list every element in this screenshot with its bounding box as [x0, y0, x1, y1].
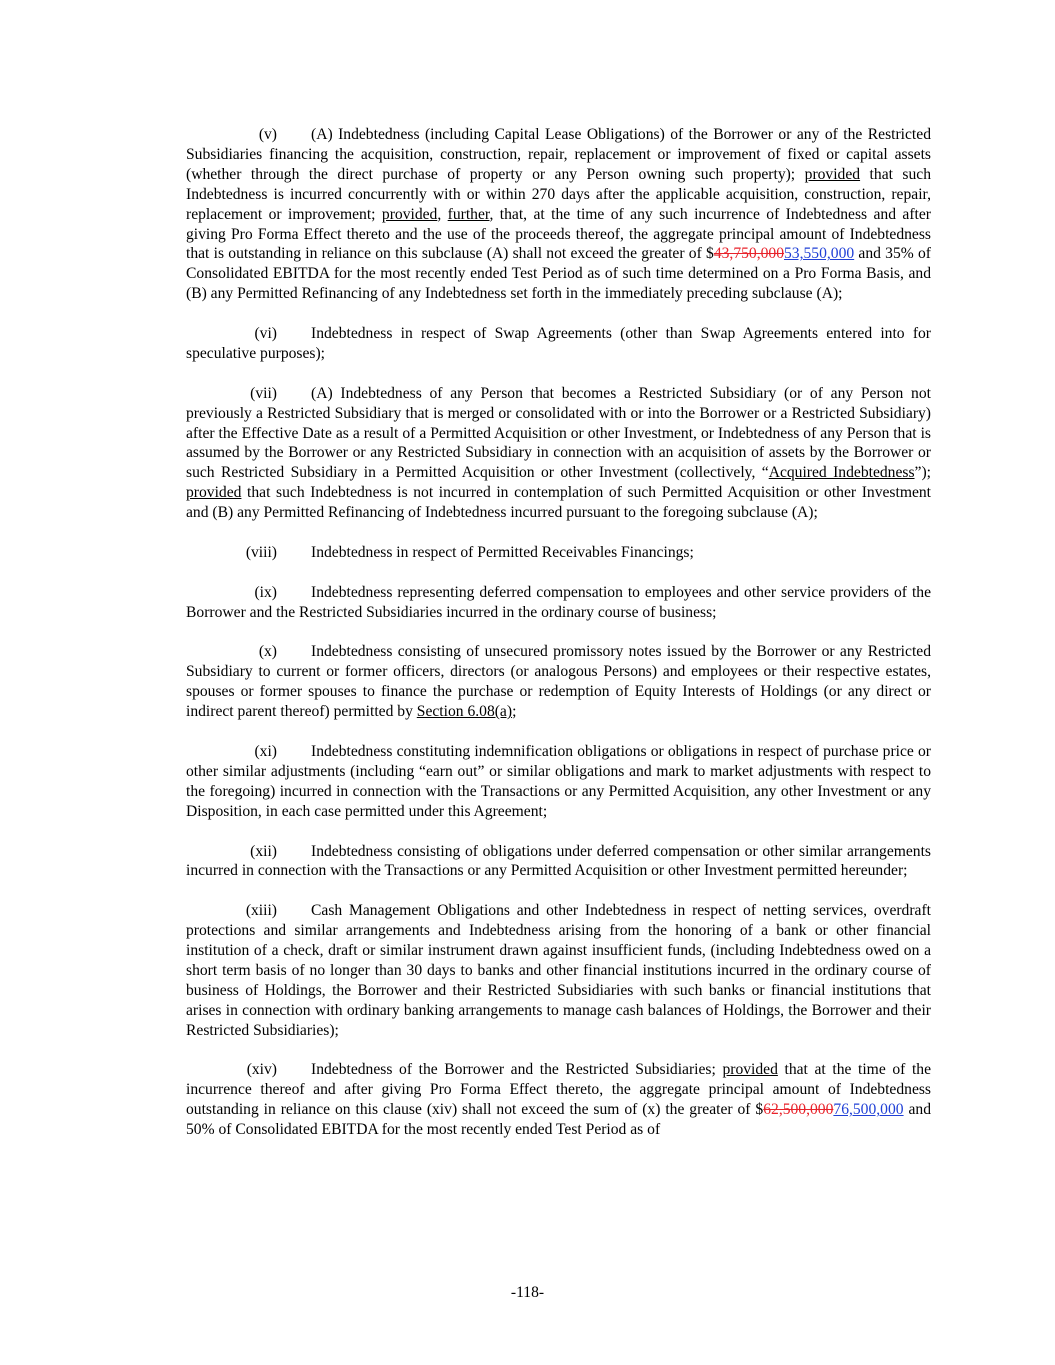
- clause-text: , that, at the time of any such incurrence of Indebtedness and after giving Pro Forma Effect thereto and the use of the proceeds thereof, the aggregate principal amount of Indebtedness that is outstanding in reliance on this subclause (A) shall not exceed the greater of $: [186, 205, 931, 263]
- deleted-text: 62,500,000: [763, 1101, 834, 1119]
- clause-text: Indebtedness in respect of Permitted Receivables Financings;: [311, 543, 694, 561]
- page-number: -118-: [510, 1284, 545, 1301]
- clause-text: ,: [437, 205, 448, 223]
- clause-text: and 35% of Consolidated EBITDA for the most recently ended Test Period as of such time determined on a Pro Forma Basis, and (B) any Permitted Refinancing of any Indebtedness set forth in the immediately preceding subclause (A);: [186, 245, 931, 303]
- clause-paragraph: [186, 742, 931, 822]
- underlined-term: provided: [381, 205, 438, 223]
- clause-paragraph: [186, 901, 931, 1040]
- underlined-term: provided: [722, 1061, 778, 1079]
- inserted-text[interactable]: 53,550,000: [784, 245, 855, 263]
- clause-paragraph: [186, 583, 931, 623]
- underlined-term: further: [447, 205, 490, 223]
- deleted-text: 43,750,000: [713, 245, 784, 263]
- clause-text: Indebtedness of the Borrower and the Restricted Subsidiaries;: [311, 1061, 723, 1079]
- clause-label: (vi): [254, 325, 277, 343]
- clause-paragraph: [186, 324, 931, 364]
- clause-label: (xi): [254, 743, 277, 760]
- underlined-term: Acquired Indebtedness: [768, 464, 915, 482]
- clause-label: (ix): [254, 583, 277, 601]
- clause-paragraph: [186, 543, 931, 563]
- clause-label: (xiii): [245, 902, 277, 920]
- clause-text: Indebtedness representing deferred compensation to employees and other service providers of the Borrower and the Restricted Subsidiaries incurred in the ordinary course of business;: [186, 583, 931, 621]
- clause-paragraph: [186, 642, 931, 722]
- underlined-term: provided: [186, 484, 242, 502]
- clause-label: (xiv): [246, 1061, 277, 1079]
- clause-text: Indebtedness consisting of obligations under deferred compensation or other similar arrangements incurred in connection with the Transactions or any Permitted Acquisition or other Investment permitted hereunder;: [186, 842, 931, 880]
- clause-text: ;: [512, 703, 517, 721]
- clause-text: ”);: [914, 464, 931, 482]
- inserted-text[interactable]: 76,500,000: [833, 1101, 904, 1119]
- document-body: [186, 125, 931, 1160]
- clause-text: (A) Indebtedness of any Person that becomes a Restricted Subsidiary (or of any Person not previously a Restricted Subsidiary that is merged or consolidated with or into the Borrower or a Restricted Subsidiary) after the Effective Date as a result of a Permitted Acquisition or other Investment, or Indebtedness of any Person that is assumed by the Borrower or any Restricted Subsidiary in connection with an acquisition of assets by the Borrower or such Restricted Subsidiary in a Permitted Acquisition or other Investment (collectively, “: [186, 384, 931, 482]
- clause-text: and 50% of Consolidated EBITDA for the most recently ended Test Period as of: [186, 1101, 931, 1139]
- clause-text: Indebtedness constituting indemnification obligations or obligations in respect of purchase price or other similar adjustments (including “earn out” or similar obligations and mark to market adjustments with respect to the foregoing) incurred in connection with the Transactions or any Permitted Acquisition, any other Investment or any Disposition, in each case permitted under this Agreement;: [186, 743, 931, 820]
- clause-label: (vii): [250, 384, 277, 402]
- clause-label: (x): [258, 643, 277, 661]
- clause-paragraph: [186, 125, 931, 304]
- clause-text: that such Indebtedness is incurred concurrently with or within 270 days after the applicable acquisition, construction, repair, replacement or improvement;: [186, 165, 932, 223]
- clause-text: that such Indebtedness is not incurred in contemplation of such Permitted Acquisition or other Investment and (B) any Permitted Refinancing of Indebtedness incurred pursuant to the foregoing subclause (A);: [186, 484, 931, 522]
- clause-text: Cash Management Obligations and other Indebtedness in respect of netting services, overdraft protections and similar arrangements and Indebtedness arising from the honoring of a bank or other financial institution of a check, draft or similar instrument drawn against insufficient funds, (including Indebtedness owed on a short term basis of no longer than 30 days to banks and other financial institutions incurred in the ordinary course of business of Holdings, the Borrower and their Restricted Subsidiaries with such banks or financial institutions that arises in connection with ordinary banking arrangements to manage cash balances of Holdings, the Borrower and their Restricted Subsidiaries);: [186, 902, 931, 1039]
- underlined-term: provided: [804, 165, 861, 183]
- underlined-term: Section 6.08(a): [416, 703, 513, 721]
- clause-text: Indebtedness consisting of unsecured promissory notes issued by the Borrower or any Restricted Subsidiary to current or former officers, directors (or analogous Persons) and employees or their respective estates, spouses or former spouses to finance the purchase or redemption of Equity Interests of Holdings (or any direct or indirect parent thereof) permitted by: [186, 643, 931, 721]
- clause-label: (v): [258, 126, 277, 143]
- clause-label: (viii): [245, 543, 277, 561]
- clause-paragraph: [186, 1060, 931, 1140]
- clause-text: Indebtedness in respect of Swap Agreements (other than Swap Agreements entered into for speculative purposes);: [186, 325, 931, 362]
- clause-text: (A) Indebtedness (including Capital Lease Obligations) of the Borrower or any of the Restricted Subsidiaries financing the acquisition, construction, repair, replacement or improvement of fixed or capital assets (whether through the direct purchase of property or any Person owning such property);: [186, 126, 931, 183]
- clause-paragraph: [186, 842, 931, 882]
- clause-paragraph: [186, 384, 931, 523]
- clause-label: (xii): [250, 842, 277, 860]
- clause-text: that at the time of the incurrence thereof and after giving Pro Forma Effect thereto, the aggregate principal amount of Indebtedness outstanding in reliance on this clause (xiv) shall not exceed the sum of (x) the greater of $: [186, 1061, 931, 1119]
